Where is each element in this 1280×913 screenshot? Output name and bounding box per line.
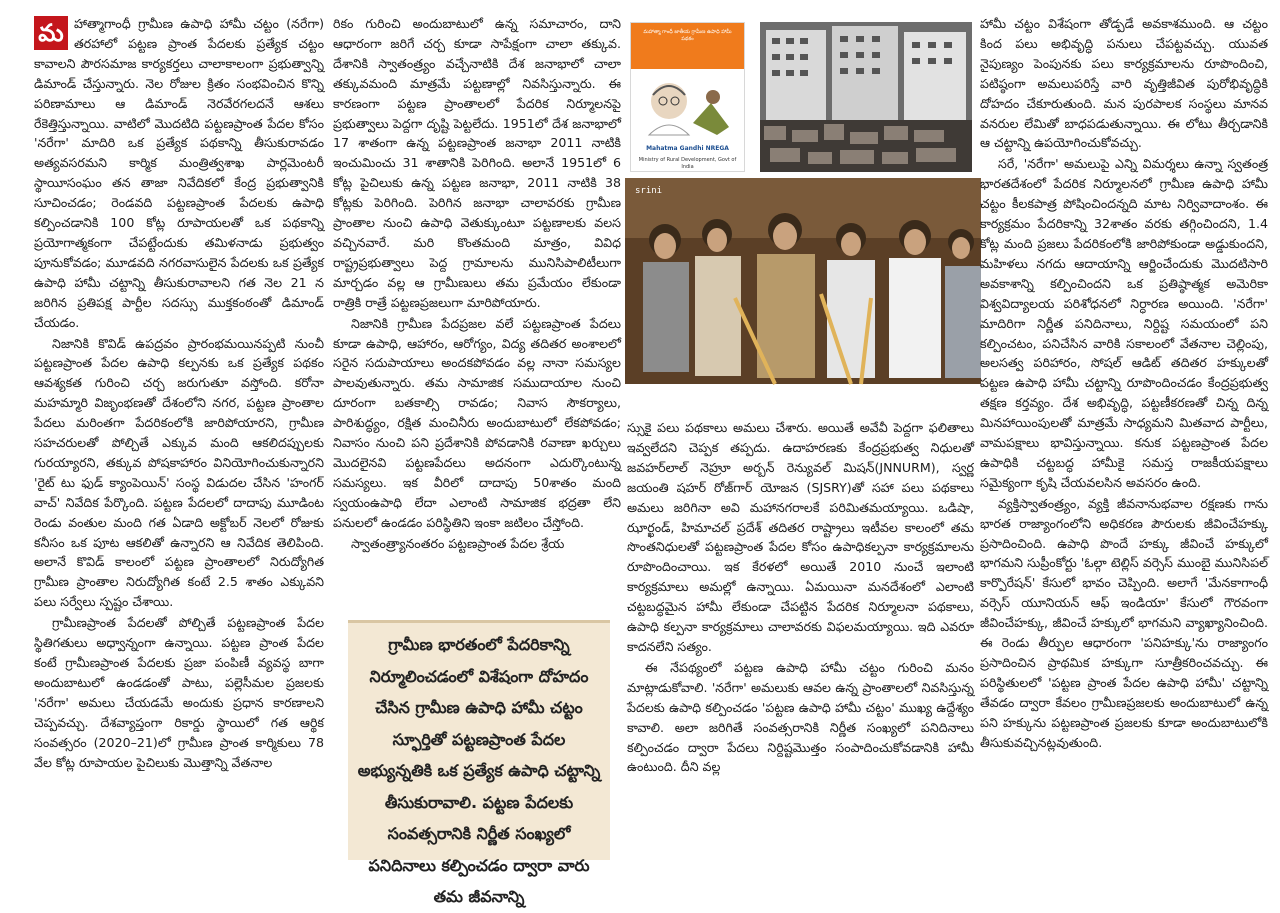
- paragraph: రికం గురించి అందుబాటులో ఉన్న సమాచారం, దాని ఆధారంగా జరిగే చర్చ కూడా సాపేక్షంగా చాలా తక్కువ. దేశానికి స్వాతంత్ర్యం వచ్చేనాటికి దేశ జనాభాలో చాలా తక్కువమంది మాత్రమే పట్టణాల్లో నివసిస్తున్నారు. ఈ కారణంగా పట్టణ ప్రాంతాలలో పేదరిక నిర్మూలనపై ప్రభుత్వాలు పెద్దగా దృష్టి పెట్టలేదు. 1951లో దేశ జనాభాలో 17 శాతంగా ఉన్న పట్టణప్రాంత జనాభా 2011 నాటికి ఇంచుమించు 31 శాతానికి పెరిగింది. అలానే 1951లో 6 కోట్ల పైచిలుకు ఉన్న పట్టణ జనాభా, 2011 నాటికి 38 కోట్లకు పెరిగింది. పెరిగిన జనాభా చాలావరకు గ్రామీణ ప్రాంతాల నుంచి ఉపాధి వెతుక్కుంటూ పట్టణాలకు వలస వచ్చినవారే. మరి కొంతమంది మాత్రం, వివిధ రాష్ట్రప్రభుత్వాలు పెద్ద గ్రామాలను మునిసిపాలిటీలుగా మార్చడం వల్ల ఆ గ్రామీణులు తమ ప్రమేయం లేకుండా రాత్రికి రాత్రే పట్టణప్రజలుగా మారిపోయారు.: [333, 16, 621, 310]
- article-column-4: [980, 14, 1268, 860]
- paragraph: సరే, 'నరేగా' అమలుపై ఎన్ని విమర్శలు ఉన్నా స్వతంత్ర భారతదేశంలో పేదరిక నిర్మూలనలో గ్రామీణ ఉపాధి హామీ చట్టం కీలకపాత్ర పోషించిందన్నది మాట నిర్వివాదాంశం. ఈ కార్యక్రమం పేదరికాన్ని 32శాతం వరకు తగ్గించిందని, 1.4 కోట్ల మంది ప్రజలు పేదరికంలోకి జారిపోకుండా అడ్డుకుందని, మహిళలు నగదు ఆదాయాన్ని ఆర్జించేందుకు మొదటిసారి అవకాశాన్ని కల్పించిందని ఒక ప్రతిష్ఠాత్మక అమెరికా విశ్వవిద్యాలయ పరిశోధనలో నిర్ధారణ అయింది. 'నరేగా' మాదిరిగా నిర్ణీత పనిదినాలు, నిర్దిష్ట సమయంలో పని కల్పించటం, పనిచేసిన వారికి సకాలంలో వేతనాల చెల్లింపు, అలసత్వ పరిహారం, సోషల్ ఆడిట్ తదితర హక్కులతో పట్టణ ఉపాధి హామీ చట్టాన్ని రూపొందించడం కేంద్రప్రభుత్వ తక్షణ కర్తవ్యం. దేశ అభివృద్ధి, పట్టణీకరణతో చిన్న దిన్న మినహాయింపులతో మాత్రమే సాధ్యమని మితవాద పార్టీలు, వామపక్షాలు భావిస్తున్నాయి. కనుక పట్టణప్రాంత పేదల ఉపాధికి చట్టబద్ధ హామీకై సమస్త రాజకీయపక్షాలు సమైక్యంగా కృషి చేయవలసిన అవసరం ఉంది.: [980, 156, 1268, 490]
- paragraph: హామీ చట్టం విశేషంగా తోడ్పడే అవకాశముంది. ఆ చట్టం కింద పలు అభివృద్ధి పనులు చేపట్టవచ్చు. యువత నైపుణ్యం పెంపునకు పలు కార్యక్రమాలను రూపొందించి, పటిష్ఠంగా అమలుపరిస్తే వారి వృత్తిజీవిత పురోభివృద్ధికి దోహదం చేకూరుతుంది. మన పురపాలక సంస్థలు మానవ వనరుల లేమితో బాధపడుతున్నాయి. ఈ లోటు తీర్చడానికి ఆ చట్టాన్ని ఉపయోగించుకోవచ్చు.: [980, 16, 1268, 151]
- poster-footer: Ministry of Rural Development, Govt of India: [638, 157, 737, 170]
- article-column-1: [34, 14, 324, 860]
- paragraph-text: హాత్మాగాంధీ గ్రామీణ ఉపాధి హామీ చట్టం (నరేగా) తరహాలో పట్టణ ప్రాంత పేదలకు ప్రత్యేక చట్టం కావాలని పౌరసమాజ కార్యకర్తలు చాలాకాలంగా ప్రభుత్వాన్ని డిమాండ్ చేస్తున్నారు. నెల రోజుల క్రితం సంభవించిన కొన్ని పరిణామాలు ఆ డిమాండ్ నెరవేరగలదనే ఆశలు రేకెత్తిస్తున్నాయి. వాటిలో మొదటిది పట్టణప్రాంత పేదల కోసం 'నరేగా' మాదిరి ఒక ప్రత్యేక పథకాన్ని తీసుకురావడం అత్యవసరమని కార్మిక మంత్రిత్వశాఖ పార్లమెంటరీ స్థాయీసంఘం తన తాజా నివేదికలో కేంద్ర ప్రభుత్వానికి సూచించడం; రెండవది పట్టణప్రాంత పేదలకు ఉపాధి కల్పించడానికి 100 కోట్ల రూపాయలతో ఒక పథకాన్ని ప్రయోగాత్మకంగా చేపట్టేందుకు తమిళనాడు ప్రభుత్వం పూనుకోవడం; మూడవది నగరవాసులైన పేదలకు ఒక ప్రత్యేక ఉపాధి హామీ చట్టాన్ని తీసుకురావాలని గత నెల 21 న జరిగిన ప్రతిపక్ష పార్టీల సదస్సు ముక్తకంఠంతో డిమాండ్ చేయడం.: [34, 16, 324, 330]
- pull-quote: గ్రామీణ భారతంలో పేదరికాన్ని నిర్మూలించడంలో విశేషంగా దోహదం చేసిన గ్రామీణ ఉపాధి హామీ చట్టం స్ఫూర్తితో పట్టణప్రాంత పేదల అభ్యున్నతికి ఒక ప్రత్యేక ఉపాధి చట్టాన్ని తీసుకురావాలి. పట్టణ పేదలకు సంవత్సరానికి నిర్ణీత సంఖ్యలో పనిదినాలు కల్పించడం ద్వారా వారు తమ జీవనాన్ని: [348, 620, 610, 860]
- drop-cap: మ: [34, 16, 68, 50]
- buildings-illustration: [760, 22, 972, 172]
- paragraph: స్సుకై పలు పథకాలు అమలు చేశారు. అయితే అవేవీ పెద్దగా ఫలితాలు ఇవ్వలేదని చెప్పక తప్పదు. ఉదాహరణకు కేంద్రప్రభుత్వ నిధులతో జవహర్‌లాల్ నెహ్రూ అర్బన్ రెన్యువల్ మిషన్(JNNURM), స్వర్ణ జయంతి షహర్ రోజ్‌గార్ యోజన (SJSRY)తో సహా పలు పథకాలు అమలు జరిగినా అవి మహానగరాలకే పరిమితమయ్యాయి. ఒడిషా, ఝార్ఖండ్, హిమాచల్ ప్రదేశ్ తదితర రాష్ట్రాలు ఇటీవల కాలంలో తమ సొంతనిధులతో పట్టణప్రాంత పేదల కోసం ఉపాధికల్పనా కార్యక్రమాలను రూపొందించాయి. ఇక కేరళలో అయితే 2010 నుంచే ఇలాంటి కార్యక్రమాలు అమల్లో ఉన్నాయి. ఏమయినా మనదేశంలో ఎలాంటి చట్టబద్ధమైన హామీ లేకుండా చేపట్టిన పేదరిక నిర్మూలనా పథకాలు, ఉపాధి కల్పనా కార్యక్రమాలు చాలావరకు విఫలమయ్యాయి. ఇది ఎవరూ కాదనలేని సత్యం.: [627, 420, 974, 654]
- article-column-3: [627, 418, 974, 860]
- mgnrega-poster-image: [630, 22, 745, 172]
- paragraph: స్వాతంత్ర్యానంతరం పట్టణప్రాంత పేదల శ్రేయ: [351, 535, 565, 551]
- paragraph: నిజానికి గ్రామీణ పేదప్రజల వలే పట్టణప్రాంత పేదలు కూడా ఉపాధి, ఆహారం, ఆరోగ్యం, విద్య తదితర అంశాలలో సరైన సదుపాయాలు అందకపోవడం వల్ల నానా సమస్యల పాలవుతున్నారు. తమ సామాజిక సముదాయాల నుంచి దూరంగా బతకాల్సి రావడం; నివాస సౌకర్యాలు, పారిశుద్ధ్యం, రక్షిత మంచినీరు అందుబాటులో లేకపోవడం; నివాసం నుంచి పని ప్రదేశానికి పోవడానికి రవాణా ఖర్చులు మొదలైనవి పట్టణపేదలు అదనంగా ఎదుర్కొంటున్న సమస్యలు. ఇక వీరిలో దాదాపు 50శాతం మంది స్వయంఉపాధి లేదా ఎలాంటి సామాజిక భద్రతా లేని పనులలో ఉండడం పరిస్థితిని ఇంకా జటిలం చేస్తోంది.: [333, 315, 621, 530]
- paragraph: నిజానికి కొవిడ్ ఉపద్రవం ప్రారంభమయినప్పటి నుంచీ పట్టణప్రాంత పేదల ఉపాధి కల్పనకు ఒక ప్రత్యేక పథకం ఆవశ్యకత గురించి చర్చ జరుగుతూ వస్తోంది. కరోనా మహమ్మారి విజృంభణతో దేశంలోని నగర, పట్టణ ప్రాంతాల పేదలు మరింతగా పేదరికంలోకి జారిపోయారని, గ్రామీణ సహచరులతో పోల్చితే ఎక్కువ మంది ఆకలిదప్పులకు గురయ్యారని, తక్కువ పోషకాహారం వినియోగించుకున్నారని 'రైట్ టు ఫుడ్ క్యాంపెయిన్' సంస్థ విడుదల చేసిన 'హంగర్ వాచ్' నివేదిక పేర్కొంది. పట్టణ పేదలలో దాదాపు మూడింట రెండు వంతుల మంది గత ఏడాది అక్టోబర్ నెలలో రోజుకు కనీసం ఒక పూట ఆకలితో ఉన్నారని ఆ నివేదిక తెలిపింది. అలానే కొవిడ్ కాలంలో పట్టణ ప్రాంతాలలో నిరుద్యోగిత గ్రామీణ ప్రాంతాల నిరుద్యోగిత కంటే 2.5 శాతం ఎక్కువని పలు సర్వేలు స్పష్టం చేశాయి.: [34, 335, 324, 610]
- paragraph: [34, 14, 324, 333]
- poster-top-text: మహాత్మా గాంధీ జాతీయ గ్రామీణ ఉపాధి హామీ పథకం: [643, 29, 732, 42]
- paragraph: ఈ నేపథ్యంలో పట్టణ ఉపాధి హామీ చట్టం గురించి మనం మాట్లాడుకోవాలి. 'నరేగా' అమలుకు ఆవల ఉన్న ప్రాంతాలలో నివసిస్తున్న పేదలకు ఉపాధి కల్పించడం 'పట్టణ ఉపాధి హామీ చట్టం' ముఖ్య ఉద్దేశ్యం కావాలి. అలా జరిగితే సంవత్సరానికి నిర్ణీత సంఖ్యలో పనిదినాలు కల్పించడం ద్వారా పేదలు నిర్దిష్టమొత్తం సంపాదించుకోవడానికి హామీ ఉంటుంది. దీని వల్ల: [627, 659, 974, 775]
- poster-caption: Mahatma Gandhi NREGA: [646, 145, 729, 152]
- paragraph: వ్యక్తిస్వాతంత్ర్యం, వ్యక్తి జీవనానుభవాల రక్షణకు గాను భారత రాజ్యాంగంలోని అధికరణ పౌరులకు జీవించేహక్కు ప్రసాదించింది. ఉపాధి పొందే హక్కు జీవించే హక్కులో భాగమని సుప్రీంకోర్టు 'ఓల్గా టెల్లిస్ వర్సెస్ ముంబై మునిసిపల్ కార్పొరేషన్' కేసులో భావం చెప్పింది. అలాగే 'మేనకాగాంధీ వర్సెస్ యూనియన్ ఆఫ్ ఇండియా' కేసులో గౌరవంగా జీవించేహక్కు, జీవించే హక్కులో భాగమని వ్యాఖ్యానించింది. ఈ రెండు తీర్పుల ఆధారంగా 'పనిహక్కు'ను రాజ్యాంగం ప్రసాదించిన ప్రాథమిక హక్కుగా సూత్రీకరించవచ్చు. ఈ పరిస్థితులలో 'పట్టణ ప్రాంత పేదల ఉపాధి హామీ' చట్టాన్ని తేవడం ద్వారా కేవలం గ్రామీణప్రజలకు అందుబాటులో ఉన్న పని హక్కును పట్టణప్రాంత ప్రజలకు కూడా అందుబాటులోకి తీసుకువచ్చినట్లవుతుంది.: [980, 495, 1268, 750]
- workers-illustration: [625, 178, 981, 384]
- workers-photo: [625, 178, 981, 384]
- photo-credit-tag: srini: [635, 186, 663, 196]
- paragraph: గ్రామీణప్రాంత పేదలతో పోల్చితే పట్టణప్రాంత పేదల స్థితిగతులు అధ్వాన్నంగా ఉన్నాయి. పట్టణ ప్రాంత పేదల కంటే గ్రామీణప్రాంత పేదలకు ప్రజా పంపిణీ వ్యవస్థ బాగా అందుబాటులో ఉండడంతో పాటు, పల్లెసీమల ప్రజలకు 'నరేగా' అమలు చేయడమే అందుకు ప్రధాన కారణాలని చెప్పవచ్చు. దేశవ్యాప్తంగా రికార్డు స్థాయిలో గత ఆర్థిక సంవత్సరం (2020–21)లో గ్రామీణ ప్రాంత కార్మికులు 78 వేల కోట్ల రూపాయల పైచిలుకు మొత్తాన్ని వేతనాల: [34, 615, 324, 770]
- urban-housing-photo: [760, 22, 972, 172]
